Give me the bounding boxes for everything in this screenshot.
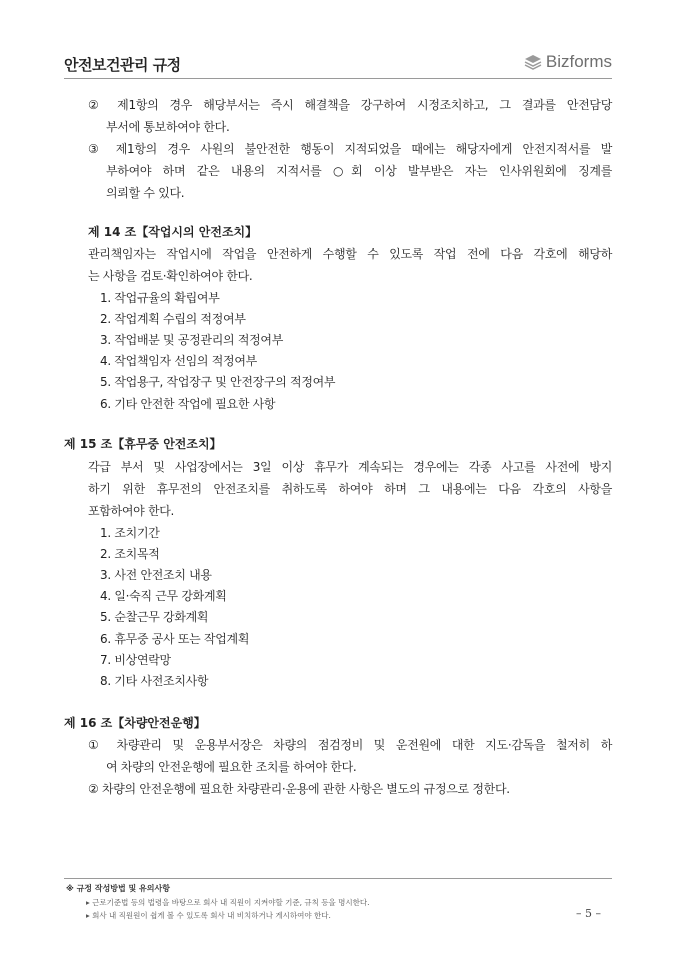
list-item: 5. 작업용구, 작업장구 및 안전장구의 적정여부 [100, 375, 336, 389]
list-item: 2. 조치목적 [100, 547, 160, 561]
item-3-line-2: 부하여야 하며 같은 내용의 지적서를 ○회 이상 발부받은 자는 인사위원회에 징계를 [106, 164, 612, 178]
list-item: 3. 사전 안전조치 내용 [100, 568, 212, 582]
list-item: 7. 비상연락망 [100, 653, 171, 667]
footer-note: ▸ 회사 내 직원원이 쉽게 볼 수 있도록 회사 내 비치하거나 게시하여야 한다. [86, 911, 331, 920]
header-divider [64, 78, 612, 79]
document-title: 안전보건관리 규정 [64, 56, 181, 74]
article-14-intro-line-1: 관리책임자는 작업시에 작업을 안전하게 수행할 수 있도록 작업 전에 다음 각호에 해당하 [88, 247, 612, 261]
page-header [64, 50, 612, 78]
list-item: 4. 일·숙직 근무 강화계획 [100, 589, 227, 603]
list-item: 6. 휴무중 공사 또는 작업계획 [100, 632, 250, 646]
footer-note: ▸ 근로기준법 등의 법령을 바탕으로 회사 내 직원이 지켜야할 기준, 규칙 등을 명시한다. [86, 898, 370, 907]
brand-name: Bizforms [545, 52, 612, 71]
page-number: – 5 – [576, 907, 601, 920]
article-15-intro-line-2: 하기 위한 휴무전의 안전조치를 취하도록 하여야 하며 그 내용에는 다음 각호의 사항을 [88, 482, 612, 496]
item-2-line-1: ② 제1항의 경우 해당부서는 즉시 해결책을 강구하여 시정조치하고, 그 결과를 안전담당 [88, 98, 612, 112]
article-16-item-1-line-2: 여 차량의 안전운행에 필요한 조치를 하여야 한다. [106, 760, 357, 774]
list-item: 2. 작업계획 수립의 적정여부 [100, 312, 246, 326]
article-14-heading: 제 14 조【작업시의 안전조치】 [88, 225, 258, 239]
list-item: 1. 작업규율의 확립여부 [100, 291, 220, 305]
item-2-line-2: 부서에 통보하여야 한다. [106, 120, 230, 134]
list-item: 8. 기타 사전조치사항 [100, 674, 209, 688]
list-item: 3. 작업배분 및 공정관리의 적정여부 [100, 333, 283, 347]
layers-icon [524, 54, 542, 70]
list-item: 1. 조치기간 [100, 526, 160, 540]
footer-title: ※ 규정 작성방법 및 유의사항 [66, 884, 170, 893]
footer-divider [64, 878, 612, 879]
article-16-item-2-line-1: ② 차량의 안전운행에 필요한 차량관리·운용에 관한 사항은 별도의 규정으로 정한다. [88, 782, 510, 796]
brand-logo [524, 52, 612, 72]
article-16-heading: 제 16 조【차량안전운행】 [64, 716, 206, 730]
item-3-line-3: 의뢰할 수 있다. [106, 186, 185, 200]
article-15-intro-line-3: 포함하여야 한다. [88, 504, 175, 518]
item-3-line-1: ③ 제1항의 경우 사원의 불안전한 행동이 지적되었을 때에는 해당자에게 안전지적서를 발 [88, 142, 612, 156]
list-item: 5. 순찰근무 강화계획 [100, 610, 209, 624]
list-item: 6. 기타 안전한 작업에 필요한 사항 [100, 397, 276, 411]
list-item: 4. 작업책임자 선임의 적정여부 [100, 354, 257, 368]
article-14-intro-line-2: 는 사항을 검토·확인하여야 한다. [88, 269, 253, 283]
article-16-item-1-line-1: ① 차량관리 및 운용부서장은 차량의 점검정비 및 운전원에 대한 지도·감독을 철저히 하 [88, 738, 612, 752]
article-15-heading: 제 15 조【휴무중 안전조치】 [64, 437, 222, 451]
article-15-intro-line-1: 각급 부서 및 사업장에서는 3일 이상 휴무가 계속되는 경우에는 각종 사고를 사전에 방지 [88, 460, 612, 474]
